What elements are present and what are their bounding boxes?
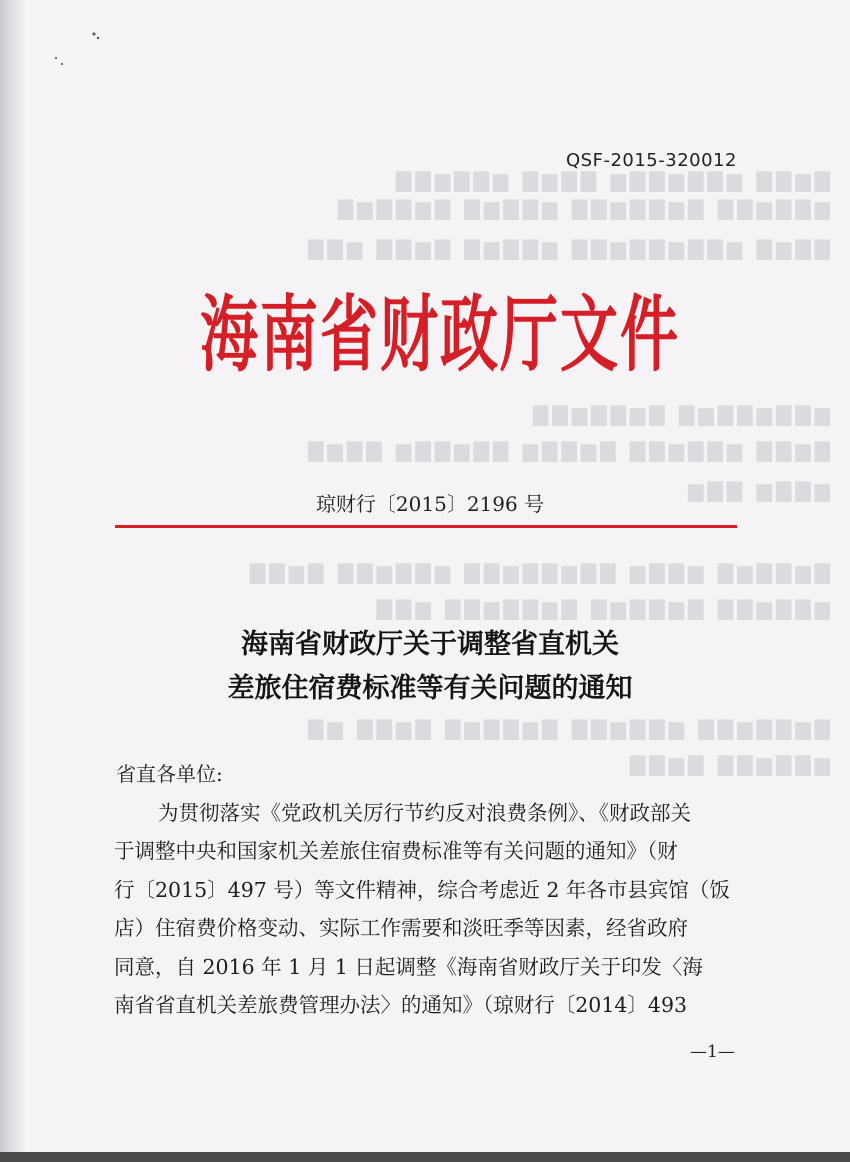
- page-number: —1—: [690, 1042, 735, 1062]
- body-line-6: 南省省直机关差旅费管理办法〉的通知》（琼财行〔2014〕493: [114, 993, 688, 1017]
- body-line-1: 为贯彻落实《党政机关厉行节约反对浪费条例》、《财政部关: [158, 801, 691, 825]
- document-serial-number: QSF-2015-320012: [566, 150, 737, 171]
- scan-artifact-dots: [48, 24, 108, 74]
- body-line-3: 行〔2015〕497 号）等文件精神，综合考虑近 2 年各市县宾馆（饭: [114, 878, 730, 902]
- body-line-5: 同意，自 2016 年 1 月 1 日起调整《海南省财政厅关于印发〈海: [114, 955, 703, 979]
- body-line-2: 于调整中央和国家机关差旅住宿费标准等有关问题的通知》（财: [114, 839, 678, 863]
- issuing-authority-header: 海南省财政厅文件: [199, 286, 680, 384]
- red-divider-line: [115, 525, 737, 528]
- notice-title-line-2: 差旅住宿费标准等有关问题的通知: [227, 673, 633, 704]
- notice-title-line-1: 海南省财政厅关于调整省直机关: [241, 629, 619, 660]
- salutation: 省直各单位:: [116, 762, 223, 786]
- scan-left-shadow: [0, 0, 26, 1162]
- document-reference-number: 琼财行〔2015〕2196 号: [315, 492, 545, 516]
- scan-bottom-edge: [0, 1152, 850, 1162]
- body-line-4: 店）住宿费价格变动、实际工作需要和淡旺季等因素，经省政府: [114, 916, 688, 940]
